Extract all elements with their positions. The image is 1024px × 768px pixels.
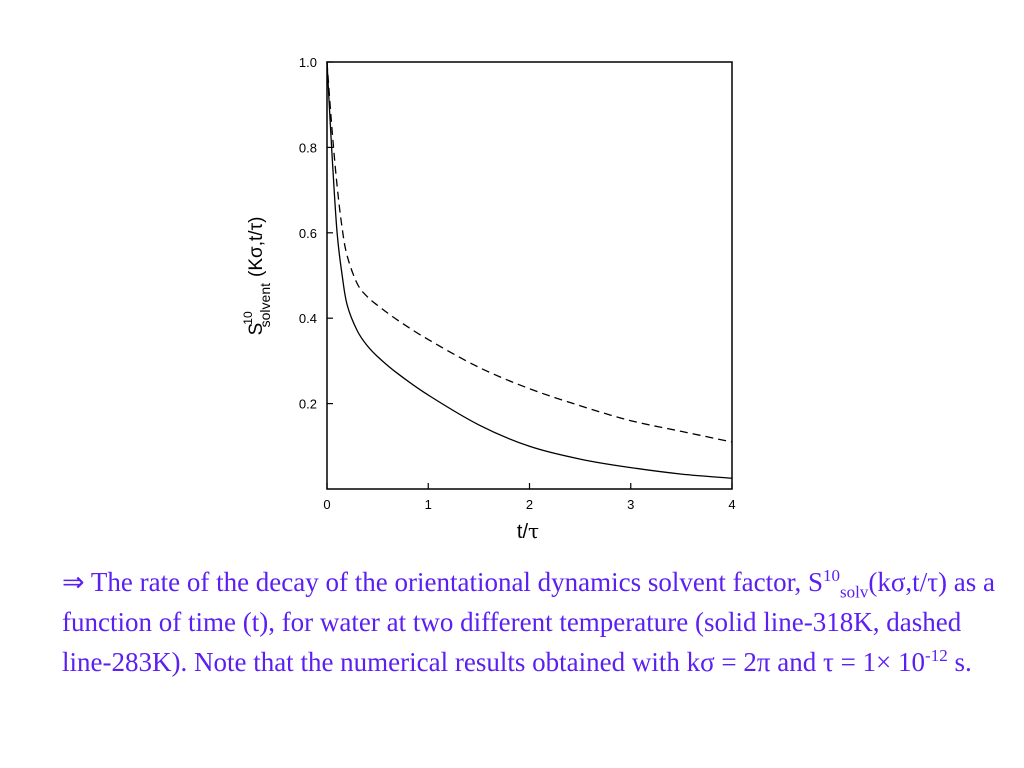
figure-caption: [62, 562, 1002, 682]
caption-subscript-1: solv: [840, 582, 869, 602]
y-tick-label: 0.8: [298, 140, 317, 156]
caption-text-1: The rate of the decay of the orientational dynamics solvent factor, S: [84, 567, 824, 597]
x-tick-label: 3: [627, 497, 635, 512]
x-axis-label: t/τ: [516, 519, 540, 543]
y-tick-label: 0.6: [298, 225, 317, 241]
plot-frame: [327, 62, 732, 489]
caption-text-3: s.: [947, 647, 972, 677]
implies-arrow: ⇒: [62, 567, 85, 597]
x-tick-label: 0: [323, 497, 331, 512]
solid-series-line: [327, 62, 732, 478]
series-group: [327, 62, 732, 478]
y-tick-label: 1.0: [298, 55, 317, 70]
x-tick-label: 4: [728, 497, 736, 512]
y-tick-label: 0.2: [298, 396, 317, 412]
dashed-series-line: [327, 62, 732, 442]
caption-text-2: (kσ,t/τ) as a function of time (t), for water at two different temperature (solid line-318K, dashed line-283K). Note that the numerical results obtained with kσ = 2π and τ = 1× 10: [62, 567, 996, 677]
caption-superscript-1: 10: [823, 566, 841, 585]
x-tick-label: 2: [525, 497, 534, 512]
y-axis-label: S10 solvent(Kσ,t/τ): [241, 216, 273, 336]
x-tick-label: 1: [424, 497, 432, 512]
tick-group: [299, 55, 736, 512]
y-tick-label: 0.4: [298, 311, 317, 327]
caption-superscript-2: -12: [925, 646, 948, 665]
